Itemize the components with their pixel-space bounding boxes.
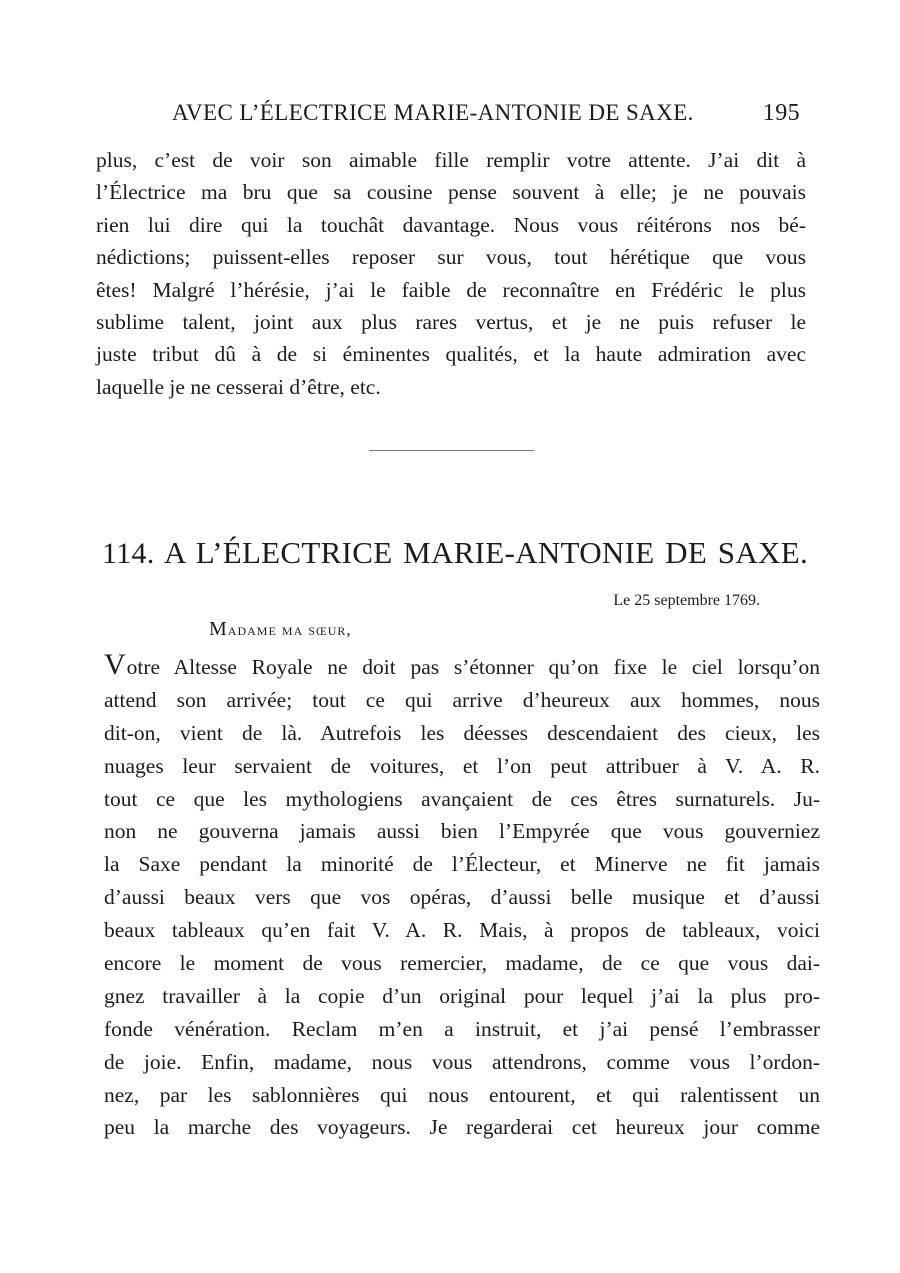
text-line: non ne gouverna jamais aussi bien l’Empyrée que vous gouverniez — [104, 819, 820, 844]
section-separator-rule — [369, 450, 534, 451]
text-line: fonde vénération. Reclam m’en a instruit, et j’ai pensé l’embrasser — [104, 1016, 820, 1041]
text-line: nuages leur servaient de voitures, et l’on peut attribuer à V. A. R. — [104, 753, 820, 778]
text-line: gnez travailler à la copie d’un original pour lequel j’ai la plus pro- — [104, 983, 820, 1008]
text-line: laquelle je ne cesserai d’être, etc. — [96, 374, 381, 399]
text-line: dit-on, vient de là. Autrefois les déesses descendaient des cieux, les — [104, 720, 820, 745]
previous-letter-ending — [96, 144, 806, 403]
text-line: d’aussi beaux vers que vos opéras, d’aussi belle musique et d’aussi — [104, 885, 820, 910]
text-line: peu la marche des voyageurs. Je regarderai cet heureux jour comme — [104, 1115, 820, 1140]
text-line: tout ce que les mythologiens avançaient de ces êtres surnaturels. Ju- — [104, 786, 820, 811]
text-line: nez, par les sablonnières qui nous entourent, et qui ralentissent un — [104, 1082, 820, 1107]
text-line: la Saxe pendant la minorité de l’Électeur, et Minerve ne fit jamais — [104, 852, 820, 877]
text-line: sublime talent, joint aux plus rares vertus, et je ne puis refuser le — [96, 309, 806, 334]
text-line: attend son arrivée; tout ce qui arrive d’heureux aux hommes, nous — [104, 687, 820, 712]
text-line: êtes! Malgré l’hérésie, j’ai le faible de reconnaître en Frédéric le plus — [96, 277, 806, 302]
text-line: encore le moment de vous remercier, madame, de ce que vous dai- — [104, 951, 820, 976]
text-line: de joie. Enfin, madame, nous vous attendrons, comme vous l’ordon- — [104, 1049, 820, 1074]
salutation-initial: M — [209, 618, 228, 640]
text-line-first — [104, 648, 820, 684]
text-line: plus, c’est de voir son aimable fille remplir votre attente. J’ai dit à — [96, 148, 806, 172]
letter-heading — [102, 535, 808, 585]
text-line: l’Électrice ma bru que sa cousine pense souvent à elle; je ne pouvais — [96, 180, 806, 205]
letter-date: Le 25 septembre 1769. — [613, 592, 760, 609]
text-line: rien lui dire qui la touchât davantage. Nous vous réitérons nos bé- — [96, 212, 806, 237]
page-number: 195 — [762, 100, 800, 126]
running-head-title: AVEC L’ÉLECTRICE MARIE-ANTONIE DE SAXE. — [172, 100, 694, 125]
running-head — [172, 98, 804, 132]
letter-body — [104, 648, 820, 1144]
salutation — [209, 618, 352, 641]
text-line: beaux tableaux qu’en fait V. A. R. Mais, à propos de tableaux, voici — [104, 918, 820, 943]
letter-title: A L’ÉLECTRICE MARIE-ANTONIE DE SAXE. — [164, 535, 808, 570]
letter-number: 114. — [102, 537, 155, 570]
first-line-text: otre Altesse Royale ne doit pas s’étonner qu’on fixe le ciel lorsqu’on — [126, 655, 820, 679]
salutation-text: adame ma sœur, — [227, 620, 352, 639]
initial-letter: V — [104, 648, 126, 681]
text-line: juste tribut dû à de si éminentes qualités, et la haute admiration avec — [96, 342, 806, 367]
text-line: nédictions; puissent-elles reposer sur vous, tout hérétique que vous — [96, 245, 806, 270]
